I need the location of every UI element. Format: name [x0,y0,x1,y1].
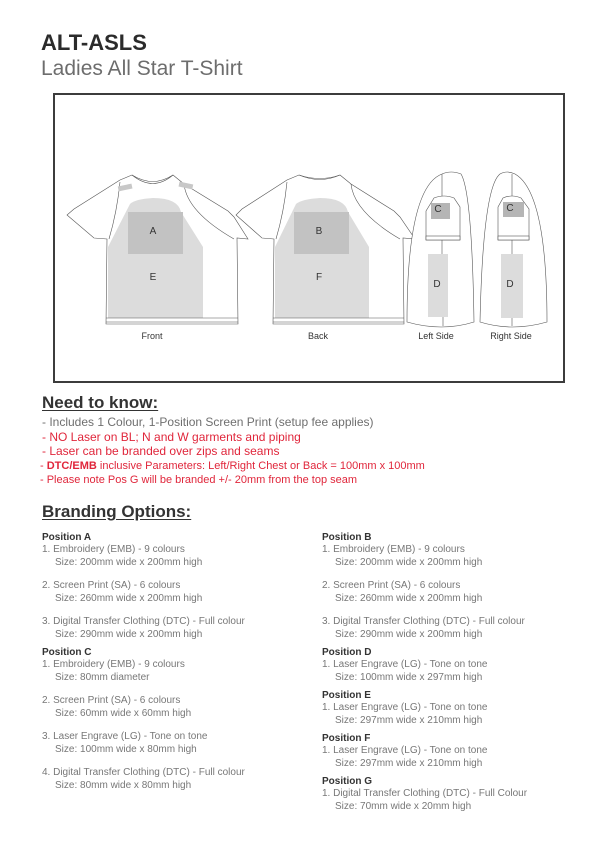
branding-option [42,580,312,605]
view-label-right-side: Right Side [490,331,532,341]
position-block [322,647,592,684]
branding-size: Size: 60mm wide x 60mm high [55,707,192,719]
position-title: Position A [42,532,92,543]
position-title: Position B [322,532,372,543]
branding-option [322,745,592,770]
branding-method: 3. Laser Engrave (LG) - Tone on tone [42,731,208,742]
branding-option [322,659,592,684]
branding-method: 1. Laser Engrave (LG) - Tone on tone [322,702,488,713]
branding-option [322,544,592,569]
view-label-front: Front [141,331,163,341]
branding-option [322,616,592,641]
position-block [322,532,592,641]
right-side-view [480,172,547,327]
note-line-dtc [40,459,425,474]
branding-option [42,544,312,569]
zone-label-d-right: D [506,279,514,290]
branding-size: Size: 297mm wide x 210mm high [335,714,483,726]
branding-size: Size: 297mm wide x 210mm high [335,757,483,769]
branding-option [42,616,312,641]
zone-label-e: E [149,272,157,283]
position-title: Position E [322,690,371,701]
position-block [322,733,592,770]
left-side-view [407,172,474,327]
view-label-back: Back [307,331,329,341]
branding-right-column [322,532,592,819]
position-title: Position F [322,733,371,744]
note-dtc-bold: DTC/EMB [46,460,97,472]
branding-size: Size: 290mm wide x 200mm high [55,628,203,640]
note-line-pos-g: - Please note Pos G will be branded +/- 20mm from the top seam [40,474,358,486]
branding-method: 3. Digital Transfer Clothing (DTC) - Full colour [42,616,245,627]
branding-option [322,702,592,727]
branding-size: Size: 200mm wide x 200mm high [335,556,483,568]
branding-method: 2. Screen Print (SA) - 6 colours [42,580,181,591]
branding-size: Size: 80mm diameter [55,671,150,683]
branding-method: 1. Embroidery (EMB) - 9 colours [42,544,185,555]
branding-options-heading: Branding Options: [42,502,192,521]
branding-size: Size: 100mm wide x 80mm high [55,743,197,755]
position-block [322,690,592,727]
branding-method: 1. Laser Engrave (LG) - Tone on tone [322,745,488,756]
zone-label-a: A [149,226,157,237]
product-name: Ladies All Star T-Shirt [41,57,243,80]
branding-size: Size: 70mm wide x 20mm high [335,800,472,812]
branding-option [42,731,312,756]
branding-size: Size: 80mm wide x 80mm high [55,779,192,791]
zone-label-d-left: D [433,279,441,290]
note-dtc-prefix: - [40,460,47,472]
branding-size: Size: 260mm wide x 200mm high [335,592,483,604]
zone-label-b: B [315,226,323,237]
position-title: Position C [42,647,92,658]
position-title: Position D [322,647,372,658]
branding-method: 2. Screen Print (SA) - 6 colours [42,695,181,706]
branding-method: 1. Embroidery (EMB) - 9 colours [322,544,465,555]
branding-method: 2. Screen Print (SA) - 6 colours [322,580,461,591]
note-line-3: - Laser can be branded over zips and seams [42,444,280,458]
product-code: ALT-ASLS [41,30,147,55]
branding-method: 1. Laser Engrave (LG) - Tone on tone [322,659,488,670]
garment-diagram [53,93,565,383]
branding-option [322,580,592,605]
branding-option [42,767,312,792]
note-dtc-rest: inclusive Parameters: Left/Right Chest or Back = 100mm x 100mm [96,460,425,472]
branding-method: 1. Embroidery (EMB) - 9 colours [42,659,185,670]
view-label-left-side: Left Side [418,331,454,341]
branding-size: Size: 260mm wide x 200mm high [55,592,203,604]
position-block [42,647,312,792]
zone-label-c-left: C [434,204,442,215]
branding-method: 3. Digital Transfer Clothing (DTC) - Full colour [322,616,525,627]
position-block [322,776,592,813]
branding-size: Size: 290mm wide x 200mm high [335,628,483,640]
note-line-1: - Includes 1 Colour, 1-Position Screen Print (setup fee applies) [42,415,374,429]
branding-size: Size: 100mm wide x 297mm high [335,671,483,683]
zone-label-c-right: C [506,203,514,214]
zone-label-f: F [315,272,323,283]
back-view [236,175,415,324]
branding-option [42,659,312,684]
position-title: Position G [322,776,372,787]
front-view [67,175,248,324]
branding-size: Size: 200mm wide x 200mm high [55,556,203,568]
branding-option [42,695,312,720]
branding-method: 1. Digital Transfer Clothing (DTC) - Full Colour [322,788,528,799]
branding-method: 4. Digital Transfer Clothing (DTC) - Full colour [42,767,245,778]
branding-left-column [42,532,312,798]
note-line-2: - NO Laser on BL; N and W garments and piping [42,430,301,444]
need-to-know-heading: Need to know: [42,393,159,412]
position-block [42,532,312,641]
branding-option [322,788,592,813]
